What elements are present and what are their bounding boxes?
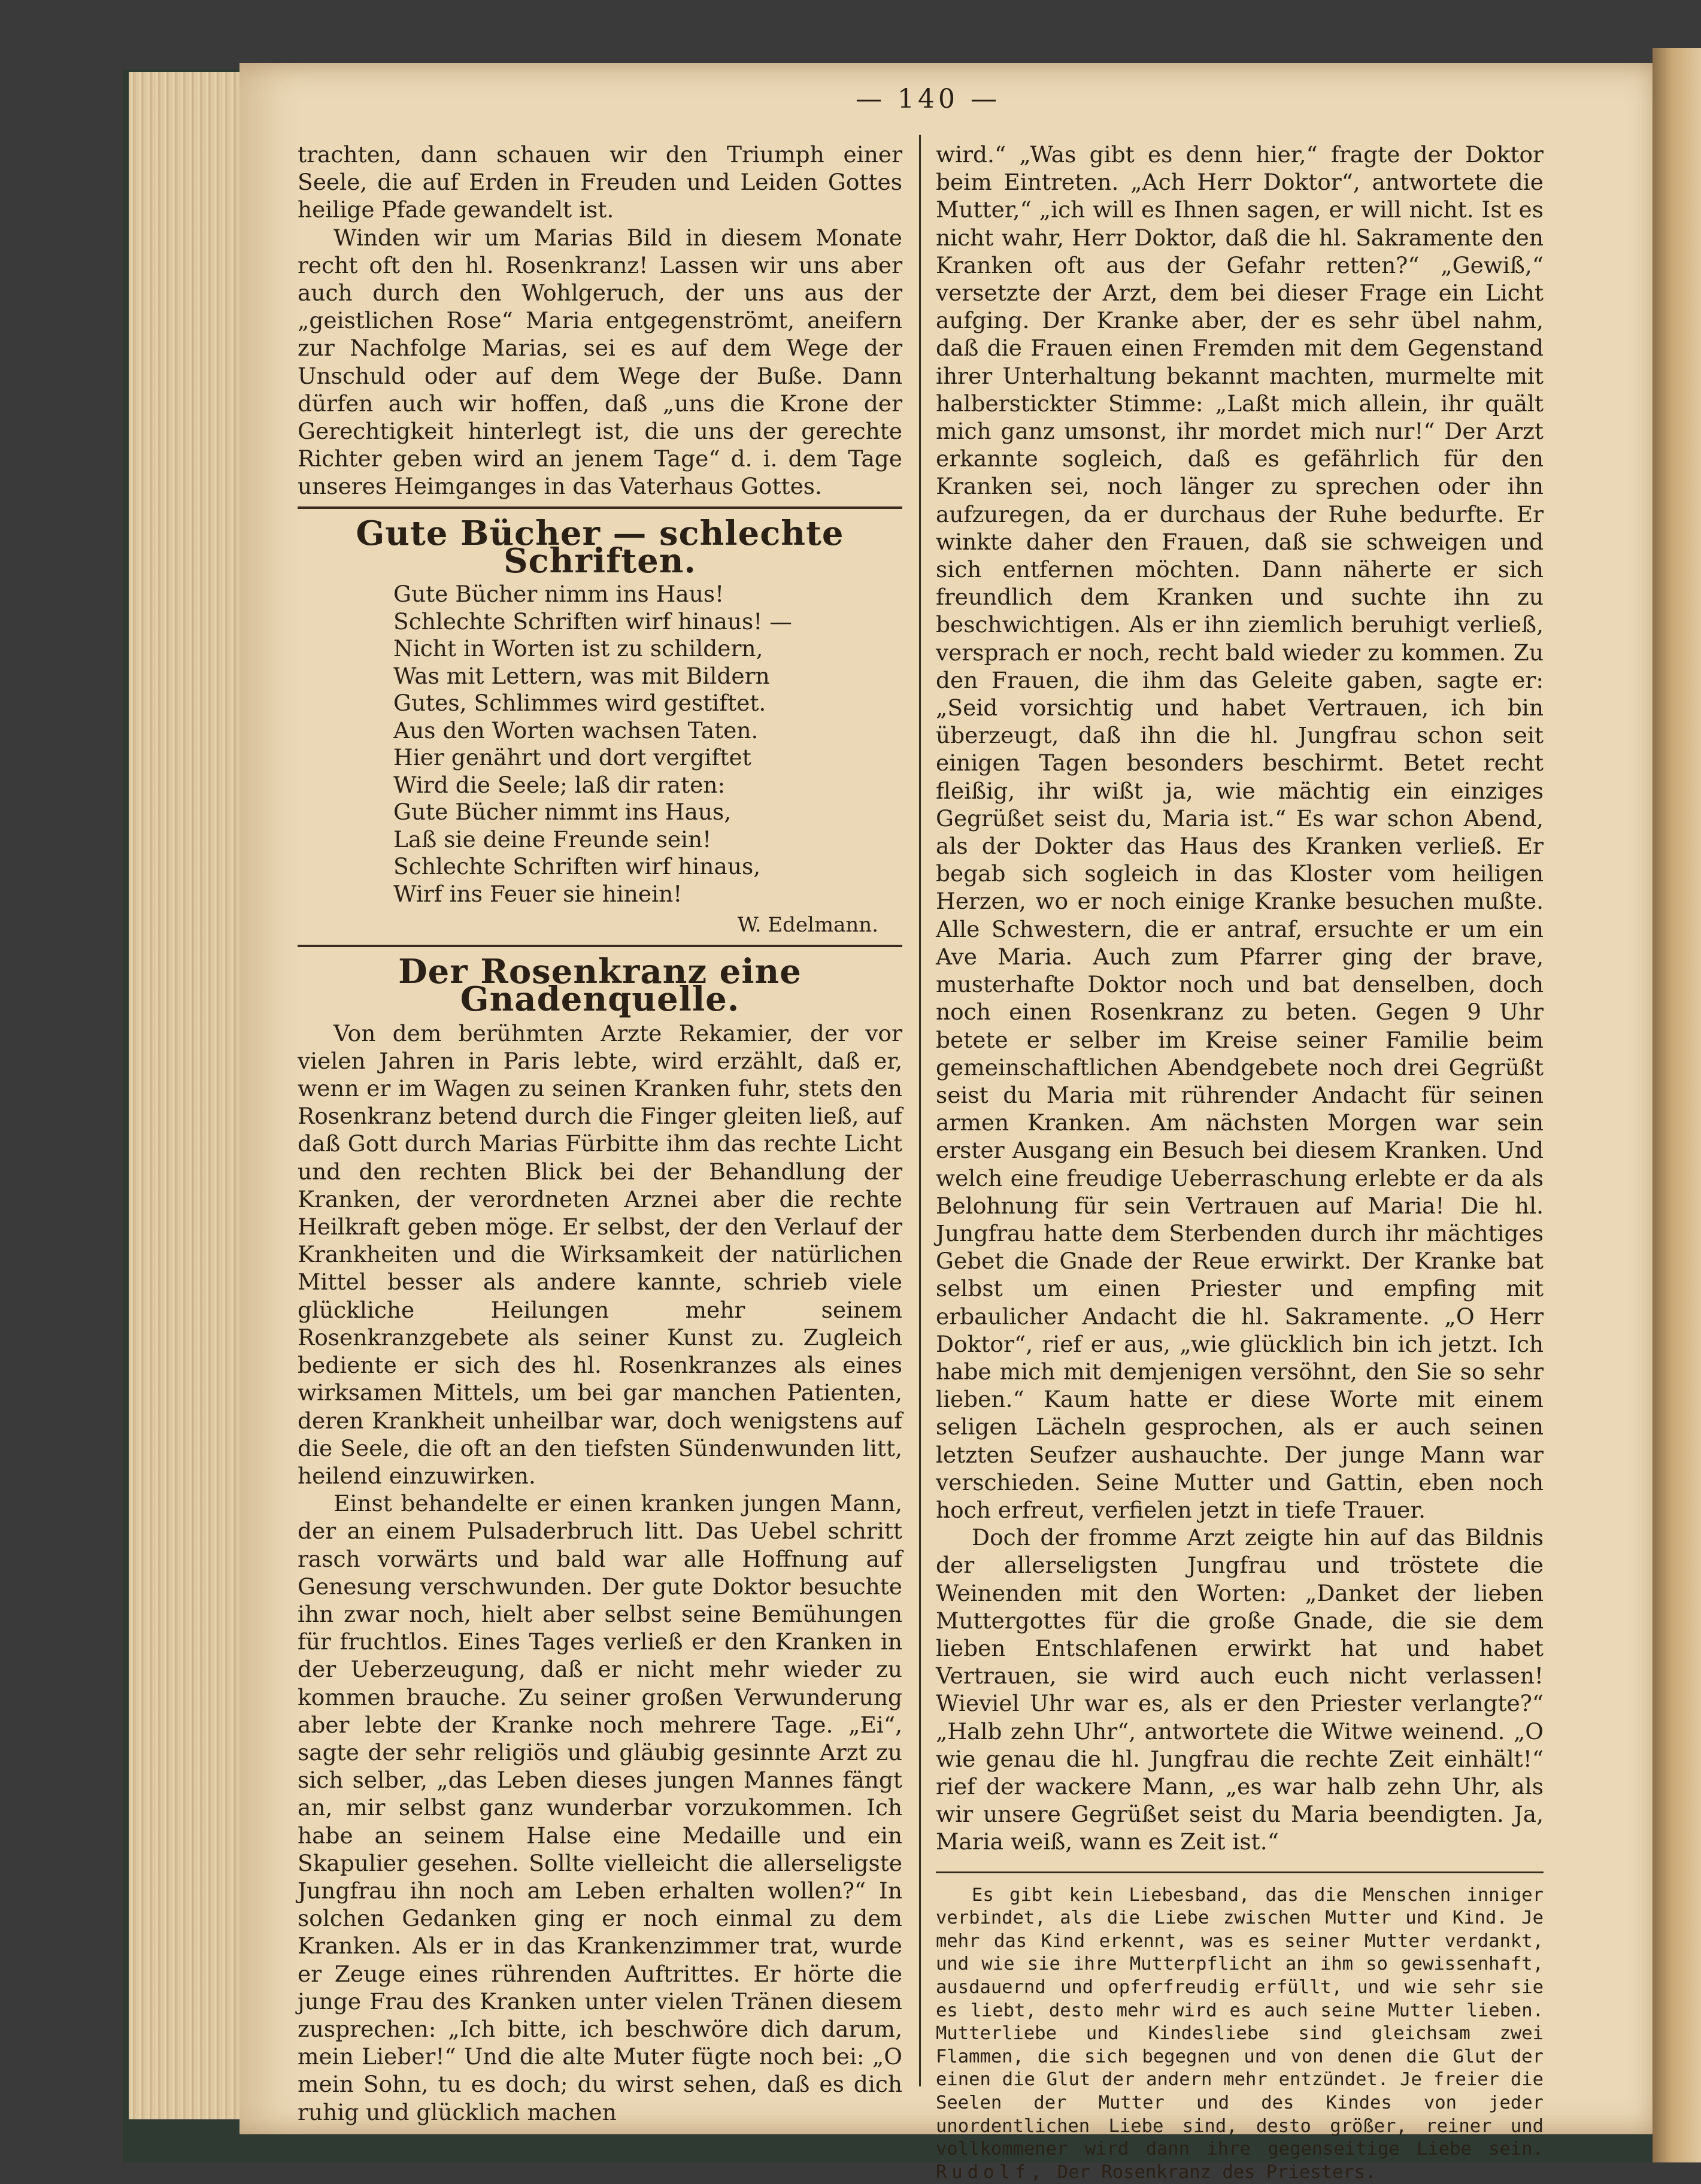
footnote-text: Es gibt kein Liebesband, das die Menschen inniger verbindet, als die Liebe zwischen Mutter und Kind. Je mehr das Kind erkennt, was es seiner Mutter verdankt, und wie sie ihre Mutterpflicht an ihm so gewissenhaft, ausdauernd und opferfreudig erfüllt, und wie sehr sie es liebt, desto mehr wird es auch seine Mutter lieben. Mutterliebe und Kindesliebe sind gleichsam zwei Flammen, die sich begegnen und von denen die Glut der einen die Glut der andern mehr entzündet. Je freier die Seelen der Mutter und des Kindes von jeder unordentlichen Liebe sind, desto größer, reiner und vollkommener wird dann ihre gegenseitige Liebe sein.	[936, 1884, 1544, 2160]
poem-line: Nicht in Worten ist zu schildern,	[393, 635, 763, 662]
poem-signature: W. Edelmann.	[737, 913, 878, 938]
footnote-rule	[936, 1871, 1544, 1873]
footnote-source: Der Rosenkranz des Priesters.	[1057, 2161, 1376, 2183]
poem-line: Wird die Seele; laß dir raten:	[393, 771, 726, 798]
right-column	[936, 141, 1544, 2184]
poem-line: Aus den Worten wachsen Taten.	[393, 717, 759, 744]
footnote-author: Rudolf,	[936, 2161, 1047, 2183]
article-title: Der Rosenkranz eine Gnadenquelle.	[398, 952, 802, 1020]
poem-line: Wirf ins Feuer sie hinein!	[393, 880, 683, 907]
poem-line: Gute Bücher nimm ins Haus!	[393, 581, 724, 608]
page-number: — 140 —	[856, 84, 1000, 114]
continued-paragraph-2: Doch der fromme Arzt zeigte hin auf das Bildnis der allerseligsten Jungfrau und tröstete die Weinenden mit den Worten: „Danket der lieben Muttergottes für die große Gnade, die sie dem lieben Entschlafenen erwirkt hat und habet Vertrauen, sie wird auch euch nicht verlassen! Wieviel Uhr war es, als er den Priester verlangte?“ „Halb zehn Uhr“, antwortete die Witwe weinend. „O wie genau die hl. Jungfrau die rechte Zeit einhält!“ rief der wackere Mann, „es war halb zehn Uhr, als wir unsere Gegrüßet seist du Maria beendigten. Ja, Maria weiß, wann es Zeit ist.“	[936, 1524, 1544, 1855]
intro-paragraph-2: Winden wir um Marias Bild in diesem Monate recht oft den hl. Rosenkranz! Lassen wir uns aber auch durch den Wohlgeruch, der uns aus der „geistlichen Rose“ Maria entgegenströmt, aneifern zur Nachfolge Marias, sei es auf dem Wege der Unschuld oder auf dem Wege der Buße. Dann dürfen auch wir hoffen, daß „uns die Krone der Gerechtigkeit hinterlegt ist, die uns der gerechte Richter geben wird an jenem Tage“ d. i. dem Tage unseres Heimganges in das Vaterhaus Gottes.	[298, 224, 902, 500]
poem	[393, 581, 902, 908]
intro-paragraph-1: trachten, dann schauen wir den Triumph einer Seele, die auf Erden in Freuden und Leiden Gottes heilige Pfade gewandelt ist.	[298, 141, 902, 223]
continued-paragraph-1: wird.“ „Was gibt es denn hier,“ fragte der Doktor beim Eintreten. „Ach Herr Doktor“, antwortete die Mutter,“ „ich will es Ihnen sagen, er will nicht. Ist es nicht wahr, Herr Doktor, daß die hl. Sakramente den Kranken oft aus der Gefahr retten?“ „Gewiß,“ versetzte der Arzt, dem bei dieser Frage ein Licht aufging. Der Kranke aber, der es sehr übel nahm, daß die Frauen einen Fremden mit dem Gegenstand ihrer Unterhaltung bekannt machten, murmelte mit halberstickter Stimme: „Laßt mich allein, ihr quält mich ganz umsonst, ihr mordet mich nur!“ Der Arzt erkannte sogleich, daß es gefährlich für den Kranken sei, noch länger zu sprechen oder ihn aufzuregen, da er durchaus der Ruhe bedurfte. Er winkte daher den Frauen, daß sie schweigen und sich entfernen möchten. Dann näherte er sich freundlich dem Kranken und suchte ihn zu beschwichtigen. Als er ihn ziemlich beruhigt verließ, versprach er noch, recht bald wieder zu kommen. Zu den Frauen, die ihm das Geleite gaben, sagte er: „Seid vorsichtig und habet Vertrauen, ich bin überzeugt, daß ihn die hl. Jungfrau schon seit einigen Tagen besonders beschirmt. Betet recht fleißig, ihr wißt ja, wie mächtig ein einziges Gegrüßet seist du, Maria ist.“ Es war schon Abend, als der Dokter das Haus des Kranken verließ. Er begab sich sogleich in das Kloster vom heiligen Herzen, wo er noch einige Kranke besuchen mußte. Alle Schwestern, die er antraf, ersuchte er um ein Ave Maria. Auch zum Pfarrer ging der brave, musterhafte Doktor noch und bat denselben, doch noch einen Rosenkranz zu beten. Gegen 9 Uhr betete er selber im Kreise seiner Familie beim gemeinschaftlichen Abendgebete noch drei Gegrüßt seist du Maria mit rührender Andacht für seinen armen Kranken. Am nächsten Morgen war sein erster Ausgang ein Besuch bei diesem Kranken. Und welch eine freudige Ueberraschung erlebte er da als Belohnung für sein Vertrauen auf Maria! Die hl. Jungfrau hatte dem Sterbenden durch ihr mächtiges Gebet die Gnade der Reue erwirkt. Der Kranke bat selbst um einen Priester und empfing mit erbaulicher Andacht die hl. Sakramente. „O Herr Doktor“, rief er aus, „wie glücklich bin ich jetzt. Ich habe mich mit demjenigen versöhnt, den Sie so sehr lieben.“ Kaum hatte er diese Worte mit einem seligen Lächeln gesprochen, als er auch seinen letzten Seufzer aushauchte. Der junge Mann war verschieden. Seine Mutter und Gattin, eben noch hoch erfreut, verfielen jetzt in tiefe Trauer.	[936, 141, 1544, 1523]
poem-line: Hier genährt und dort vergiftet	[393, 744, 751, 771]
poem-line: Laß sie deine Freunde sein!	[393, 826, 712, 853]
left-column	[298, 141, 902, 2126]
poem-line: Was mit Lettern, was mit Bildern	[393, 662, 770, 689]
poem-line: Gutes, Schlimmes wird gestiftet.	[393, 690, 766, 717]
poem-line: Schlechte Schriften wirf hinaus,	[393, 853, 761, 880]
article-paragraph-2: Einst behandelte er einen kranken jungen Mann, der an einem Pulsaderbruch litt. Das Uebel schritt rasch vorwärts und bald war alle Hoffnung auf Genesung verschwunden. Der gute Doktor besuchte ihn zwar noch, hielt aber selbst seine Bemühungen für fruchtlos. Eines Tages verließ er den Kranken in der Ueberzeugung, daß er nicht mehr wieder zu kommen brauche. Zu seiner großen Verwunderung aber lebte der Kranke noch mehrere Tage. „Ei“, sagte der sehr religiös und gläubig gesinnte Arzt zu sich selber, „das Leben dieses jungen Mannes fängt an, mir selbst ganz wunderbar vorzukommen. Ich habe an seinem Halse eine Medaille und ein Skapulier gesehen. Sollte vielleicht die allerseligste Jungfrau ihn noch am Leben erhalten wollen?“ In solchen Gedanken ging er noch einmal zu dem Kranken. Als er in das Krankenzimmer trat, wurde er Zeuge eines rührenden Auftrittes. Er hörte die junge Frau des Kranken unter vielen Tränen diesem zusprechen: „Ich bitte, ich beschwöre dich darum, mein Lieber!“ Und die alte Muter fügte noch bei: „O mein Sohn, tu es doch; du wirst sehen, daß es dich ruhig und glücklich machen	[298, 1490, 902, 2125]
column-divider	[919, 135, 921, 2086]
section-rule	[298, 506, 902, 509]
section-rule	[298, 945, 902, 947]
footnote	[936, 1884, 1544, 2184]
poem-line: Gute Bücher nimmt ins Haus,	[393, 799, 732, 826]
page-gutter	[1653, 48, 1701, 2162]
poem-line: Schlechte Schriften wirf hinaus! —	[393, 608, 792, 635]
article-paragraph-1: Von dem berühmten Arzte Rekamier, der vor vielen Jahren in Paris lebte, wird erzählt, daß er, wenn er im Wagen zu seinen Kranken fuhr, stets den Rosenkranz betend durch die Finger gleiten ließ, auf daß Gott durch Marias Fürbitte ihm das rechte Licht und den rechten Blick bei der Behandlung der Kranken, der verordneten Arznei aber die rechte Heilkraft geben möge. Er selbst, der den Verlauf der Krankheiten und die Wirksamkeit der natürlichen Mittel besser als andere kannte, schrieb viele glückliche Heilungen mehr seinem Rosenkranzgebete als seiner Kunst zu. Zugleich bediente er sich des hl. Rosenkranzes als eines wirksamen Mittels, um bei gar manchen Patienten, deren Krankheit unheilbar war, doch wenigstens auf die Seele, die oft an den tiefsten Sündenwunden litt, heilend einzuwirken.	[298, 1020, 902, 1489]
poem-title: Gute Bücher — schlechte Schriften.	[356, 513, 844, 581]
